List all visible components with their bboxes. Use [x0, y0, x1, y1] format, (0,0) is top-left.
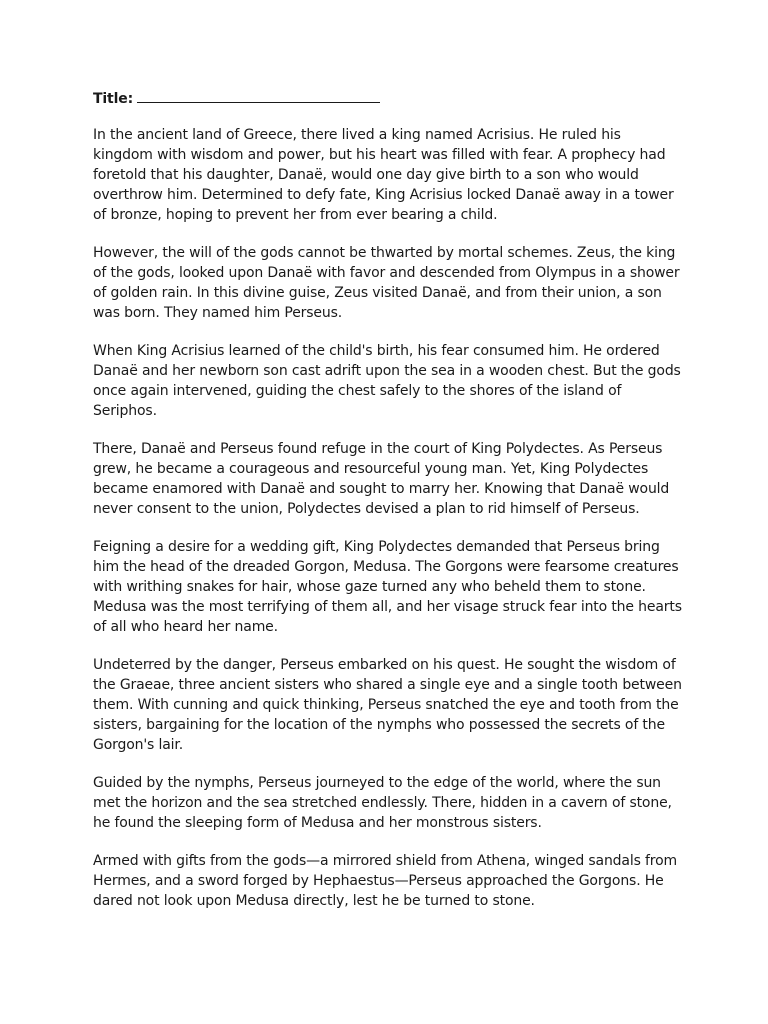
title-label: Title:	[93, 91, 134, 107]
title-line	[93, 87, 683, 107]
paragraph: When King Acrisius learned of the child's birth, his fear consumed him. He ordered Danaë and her newborn son cast adrift upon the sea in a wooden chest. But the gods once again intervened, guiding the chest safely to the shores of the island of Seriphos.	[93, 343, 681, 419]
title-blank-line	[137, 87, 380, 103]
document-page	[93, 87, 683, 929]
paragraph: In the ancient land of Greece, there lived a king named Acrisius. He ruled his kingdom with wisdom and power, but his heart was filled with fear. A prophecy had foretold that his daughter, Danaë, would one day give birth to a son who would overthrow him. Determined to defy fate, King Acrisius locked Danaë away in a tower of bronze, hoping to prevent her from ever bearing a child.	[93, 127, 674, 223]
paragraph: However, the will of the gods cannot be thwarted by mortal schemes. Zeus, the king of the gods, looked upon Danaë with favor and descended from Olympus in a shower of golden rain. In this divine guise, Zeus visited Danaë, and from their union, a son was born. They named him Perseus.	[93, 245, 680, 321]
paragraph: Guided by the nymphs, Perseus journeyed to the edge of the world, where the sun met the horizon and the sea stretched endlessly. There, hidden in a cavern of stone, he found the sleeping form of Medusa and her monstrous sisters.	[93, 775, 672, 831]
paragraph: Undeterred by the danger, Perseus embarked on his quest. He sought the wisdom of the Graeae, three ancient sisters who shared a single eye and a single tooth between them. With cunning and quick thinking, Perseus snatched the eye and tooth from the sisters, bargaining for the location of the nymphs who possessed the secrets of the Gorgon's lair.	[93, 657, 682, 753]
paragraph: There, Danaë and Perseus found refuge in the court of King Polydectes. As Perseus grew, he became a courageous and resourceful young man. Yet, King Polydectes became enamored with Danaë and sought to marry her. Knowing that Danaë would never consent to the union, Polydectes devised a plan to rid himself of Perseus.	[93, 441, 670, 517]
paragraph: Feigning a desire for a wedding gift, King Polydectes demanded that Perseus bring him the head of the dreaded Gorgon, Medusa. The Gorgons were fearsome creatures with writhing snakes for hair, whose gaze turned any who beheld them to stone. Medusa was the most terrifying of them all, and her visage struck fear into the hearts of all who heard her name.	[93, 539, 682, 635]
paragraph: Armed with gifts from the gods—a mirrored shield from Athena, winged sandals from Hermes, and a sword forged by Hephaestus—Perseus approached the Gorgons. He dared not look upon Medusa directly, lest he be turned to stone.	[93, 853, 677, 909]
